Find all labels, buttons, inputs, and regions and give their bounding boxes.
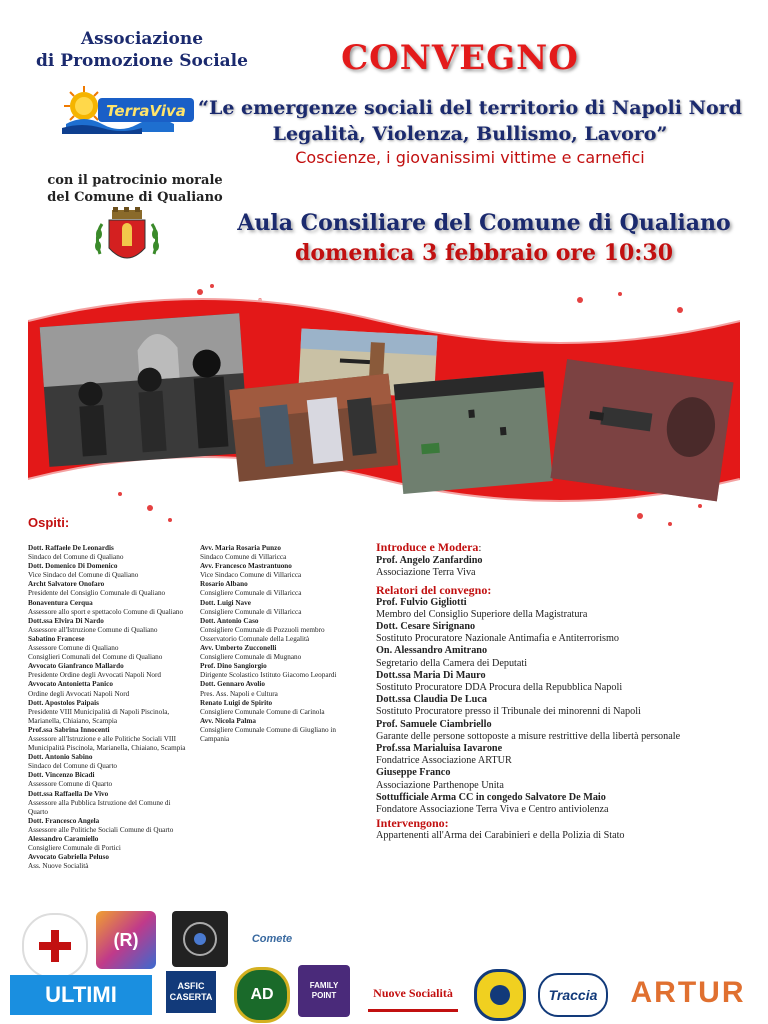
guest-role: Presidente Ordine degli Avvocati Napoli Nord bbox=[28, 671, 162, 680]
guest-role: Assessore all'Istruzione e alle Politiche Sociali VIII Municipalità Piscinola, Marianella, Chiaiano, Scampia bbox=[28, 734, 186, 753]
speaker-name: Dott. Cesare Sirignano bbox=[376, 621, 476, 633]
organization-type bbox=[20, 28, 264, 72]
guest-entry bbox=[28, 699, 186, 726]
guest-role: Presidente del Consiglio Comunale di Qualiano bbox=[28, 589, 166, 598]
guest-entry bbox=[28, 753, 186, 771]
guest-entry bbox=[200, 580, 344, 598]
terraviva-logo bbox=[62, 84, 196, 136]
guest-role: Pres. Ass. Napoli e Cultura bbox=[200, 689, 278, 698]
participants-text: Appartenenti all'Arma dei Carabinieri e della Polizia di Stato bbox=[376, 830, 625, 842]
guests-column-1 bbox=[28, 544, 186, 871]
speaker-name: On. Alessandro Amitrano bbox=[376, 645, 488, 657]
guest-entry bbox=[200, 680, 344, 698]
guest-role: Assessore all'Istruzione Comune di Qualiano bbox=[28, 625, 158, 634]
photo-street-boys bbox=[229, 374, 398, 482]
speaker-role: Fondatrice Associazione ARTUR bbox=[376, 755, 512, 767]
traccia-logo: Traccia bbox=[538, 973, 608, 1017]
speaker-role: Sostituto Procuratore DDA Procura della Repubblica Napoli bbox=[376, 682, 623, 694]
nuove-socialita-logo: Nuove Socialità bbox=[368, 977, 458, 1012]
guest-role: Assessore Comune di Qualiano bbox=[28, 644, 119, 653]
guest-role: Sindaco Comune di Villaricca bbox=[200, 553, 287, 562]
guest-entry bbox=[28, 726, 186, 753]
guest-entry bbox=[28, 544, 186, 562]
ad-logo: AD bbox=[234, 967, 290, 1023]
family-point-logo: FAMILY POINT bbox=[298, 965, 350, 1017]
guest-role: Consigliere Comunale di Villaricca bbox=[200, 607, 302, 616]
guest-name: Avvocato Gianfranco Mallardo bbox=[28, 662, 124, 671]
guest-name: Dott. Raffaele De Leonardis bbox=[28, 544, 114, 552]
speaker-name: Dott.ssa Claudia De Luca bbox=[376, 694, 487, 706]
guest-role: Consigliere Comunale Comune di Carinola bbox=[200, 707, 325, 716]
guest-role: Assessore Comune di Quarto bbox=[28, 780, 113, 789]
guest-name: Archt Salvatore Onofaro bbox=[28, 580, 105, 589]
ultimi-logo: ULTIMI bbox=[10, 975, 152, 1015]
guest-name: Dott.ssa Raffaella De Vivo bbox=[28, 789, 109, 798]
speaker-name: Sottufficiale Arma CC in congedo Salvatore De Maio bbox=[376, 791, 606, 803]
guest-name: Avvocato Gabriella Peluso bbox=[28, 853, 109, 862]
speaker-role: Membro del Consiglio Superiore della Magistratura bbox=[376, 608, 588, 620]
guest-entry bbox=[200, 562, 344, 580]
event-title-line-1: “Le emergenze sociali del territorio di Napoli Nord bbox=[198, 97, 742, 119]
guest-entry bbox=[28, 817, 186, 835]
guest-name: Prof.ssa Sabrina Innocenti bbox=[28, 725, 110, 734]
speaker-role: Sostituto Procuratore Nazionale Antimafia e Antiterrorismo bbox=[376, 633, 620, 645]
speakers-heading: Relatori del convegno: bbox=[376, 582, 492, 597]
guest-name: Alessandro Caramiello bbox=[28, 835, 99, 843]
speaker-role: Garante delle persone sottoposte a misure restrittive della libertà personale bbox=[376, 730, 681, 742]
guest-entry bbox=[28, 771, 186, 789]
guest-role: Assessore allo sport e spettacolo Comune di Qualiano bbox=[28, 607, 184, 616]
guest-name: Dott. Antonio Sabino bbox=[28, 753, 93, 762]
guest-role: Consigliere Comunale Comune di Giugliano in Campania bbox=[200, 725, 336, 743]
guest-role: Dirigente Scolastico Istituto Giacomo Leopardi bbox=[200, 671, 337, 680]
speaker-role: Sostituto Procuratore presso il Tribunale dei minorenni di Napoli bbox=[376, 706, 641, 718]
guest-role: Ass. Nuove Socialità bbox=[28, 862, 89, 871]
guest-entry bbox=[28, 835, 186, 853]
guest-role: Presidente VIII Municipalità di Napoli Piscinola, Marianella, Chiaiano, Scampia bbox=[28, 707, 170, 725]
guest-entry bbox=[28, 617, 186, 635]
event-date: domenica 3 febbraio ore 10:30 bbox=[295, 240, 673, 266]
photo-gang bbox=[40, 313, 249, 467]
badge-icon bbox=[486, 981, 514, 1009]
guest-entry bbox=[200, 544, 344, 562]
sponsor-r-logo: (R) bbox=[96, 911, 156, 969]
guest-entry bbox=[200, 717, 344, 744]
guest-entry bbox=[28, 580, 186, 598]
guest-role: Assessore alle Politiche Sociali Comune di Quarto bbox=[28, 825, 174, 834]
guest-entry bbox=[200, 599, 344, 617]
moderator-role: Associazione Terra Viva bbox=[376, 567, 476, 579]
guest-name: Dott. Luigi Nave bbox=[200, 598, 251, 607]
guest-name: Dott. Antonio Caso bbox=[200, 616, 259, 625]
guest-role: Sindaco del Comune di Qualiano bbox=[28, 553, 124, 562]
patronage-line-1: con il patrocinio morale bbox=[47, 173, 223, 188]
guest-name: Dott. Apostolos Paipais bbox=[28, 698, 99, 707]
logo-wordmark: TerraViva bbox=[106, 102, 186, 120]
event-venue: Aula Consiliare del Comune di Qualiano bbox=[237, 210, 731, 236]
guest-entry bbox=[28, 562, 186, 580]
photo-collage-banner bbox=[0, 280, 768, 530]
guest-name: Prof. Dino Sangiorgio bbox=[200, 662, 267, 671]
cross-icon bbox=[35, 926, 75, 966]
guest-name: Bonaventura Cerqua bbox=[28, 598, 93, 607]
speaker-role: Segretario della Camera dei Deputati bbox=[376, 657, 528, 669]
program-section: Introduce e Modera: Prof. Angelo Zanfardino Associazione Terra Viva Relatori del convegno: Prof. Fulvio Gigliotti Membro del Consiglio Superiore della Magistratura Dott. Cesare Sirignano Sostituto Procuratore Nazionale Antimafia e Antiterrorismo On. Alessandro Amitrano Segretario della Camera dei Deputati Dott.ssa Maria Di Mauro Sostituto Procuratore DDA Procura della Repubblica Napoli Dott.ssa Claudia De Luca Sostituto Procuratore presso il Tribunale dei minorenni di Napoli Prof. Samuele Ciambriello Garante delle persone sottoposte a misure restrittive della libertà personale Prof.ssa Marialuisa Iavarone Fondatrice Associazione ARTUR Giuseppe Franco Associazione Parthenope Unita Sottufficiale Arma CC in congedo Salvatore De Maio Fondatore Associazione Terra Viva e Centro antiviolenza Intervengono: Appartenenti all'Arma dei Carabinieri e della Polizia di Stato bbox=[376, 540, 740, 842]
guest-entry bbox=[28, 790, 186, 817]
guest-role: Vice Sindaco del Comune di Qualiano bbox=[28, 571, 139, 580]
caritas-logo bbox=[22, 913, 88, 979]
guest-name: Dott. Domenico Di Domenico bbox=[28, 562, 118, 571]
guest-name: Avv. Francesco Mastrantuono bbox=[200, 562, 292, 571]
guest-name: Avv. Umberto Zucconelli bbox=[200, 644, 277, 653]
event-type-heading: CONVEGNO bbox=[341, 38, 579, 78]
guest-name: Dott. Vincenzo Bicadi bbox=[28, 771, 95, 780]
introduce-heading: Introduce e Modera bbox=[376, 540, 479, 554]
patronage-line-2: del Comune di Qualiano bbox=[47, 190, 223, 205]
guest-name: Avv. Maria Rosaria Punzo bbox=[200, 544, 281, 552]
guest-entry bbox=[200, 617, 344, 644]
guest-entry bbox=[28, 680, 186, 698]
guests-column-2 bbox=[200, 544, 344, 744]
speaker-name: Dott.ssa Maria Di Mauro bbox=[376, 669, 486, 681]
moderator-name: Prof. Angelo Zanfardino bbox=[376, 555, 483, 567]
speaker-role: Fondatore Associazione Terra Viva e Centro antiviolenza bbox=[376, 804, 609, 816]
photo-aerial-street bbox=[394, 371, 553, 494]
guest-role: Consigliere Comunale di Portici bbox=[28, 844, 121, 853]
guest-name: Dott. Francesco Angela bbox=[28, 816, 100, 825]
guest-entry bbox=[200, 644, 344, 662]
guest-name: Dott.ssa Elvira Di Nardo bbox=[28, 616, 104, 625]
guest-role: Vice Sindaco Comune di Villaricca bbox=[200, 571, 302, 580]
guest-role: Consiglieri Comunali del Comune di Qualiano bbox=[28, 653, 163, 662]
org-line-1: Associazione bbox=[80, 29, 204, 49]
guest-role: Consigliere Comunale di Mugnano bbox=[200, 653, 302, 662]
guest-name: Renato Luigi de Spirito bbox=[200, 698, 273, 707]
guest-name: Avvocato Antonietta Panico bbox=[28, 680, 113, 689]
guest-name: Sabatino Francese bbox=[28, 634, 85, 643]
asfic-logo: ASFIC CASERTA bbox=[166, 971, 216, 1013]
guest-role: Consigliere Comunale di Villaricca bbox=[200, 589, 302, 598]
circle-emblem-logo bbox=[474, 969, 526, 1021]
guest-name: Rosario Albano bbox=[200, 580, 248, 589]
patronage bbox=[30, 172, 240, 206]
guest-entry bbox=[28, 635, 186, 653]
guest-name: Avv. Nicola Palma bbox=[200, 716, 256, 725]
speaker-name: Prof. Fulvio Gigliotti bbox=[376, 596, 467, 608]
speaker-name: Giuseppe Franco bbox=[376, 767, 451, 779]
sponsor-dark-logo bbox=[172, 911, 228, 967]
speaker-name: Prof. Samuele Ciambriello bbox=[376, 718, 492, 730]
guest-role: Ordine degli Avvocati Napoli Nord bbox=[28, 689, 130, 698]
org-line-2: di Promozione Sociale bbox=[36, 51, 248, 71]
sponsor-logos bbox=[0, 905, 768, 1024]
event-title-line-2: Legalità, Violenza, Bullismo, Lavoro” bbox=[272, 123, 668, 145]
speaker-role: Associazione Parthenope Unita bbox=[376, 779, 504, 791]
guests-heading: Ospiti: bbox=[28, 515, 70, 530]
artur-logo: ARTUR bbox=[630, 976, 746, 1009]
event-subtitle: Coscienze, i giovanissimi vittime e carnefici bbox=[295, 148, 645, 167]
speaker-name: Prof.ssa Marialuisa Iavarone bbox=[376, 743, 503, 755]
guest-role: Consigliere Comunale di Pozzuoli membro Osservatorio Comunale della Legalità bbox=[200, 625, 325, 643]
guest-entry bbox=[28, 853, 186, 871]
guest-entry bbox=[200, 662, 344, 680]
emblem-icon bbox=[180, 919, 220, 959]
guest-entry bbox=[28, 653, 186, 662]
comete-logo: Comete bbox=[251, 933, 293, 945]
guest-role: Assessore alla Pubblica Istruzione del Comune di Quarto bbox=[28, 798, 171, 816]
participants-heading: Intervengono: bbox=[376, 816, 449, 831]
guest-role: Sindaco del Comune di Quarto bbox=[28, 762, 118, 771]
photo-gun bbox=[550, 359, 733, 501]
guest-entry bbox=[28, 662, 186, 680]
qualiano-crest-icon bbox=[92, 206, 162, 276]
guest-entry bbox=[28, 599, 186, 617]
guest-entry bbox=[200, 699, 344, 717]
guest-name: Dott. Gennaro Avolio bbox=[200, 680, 266, 689]
